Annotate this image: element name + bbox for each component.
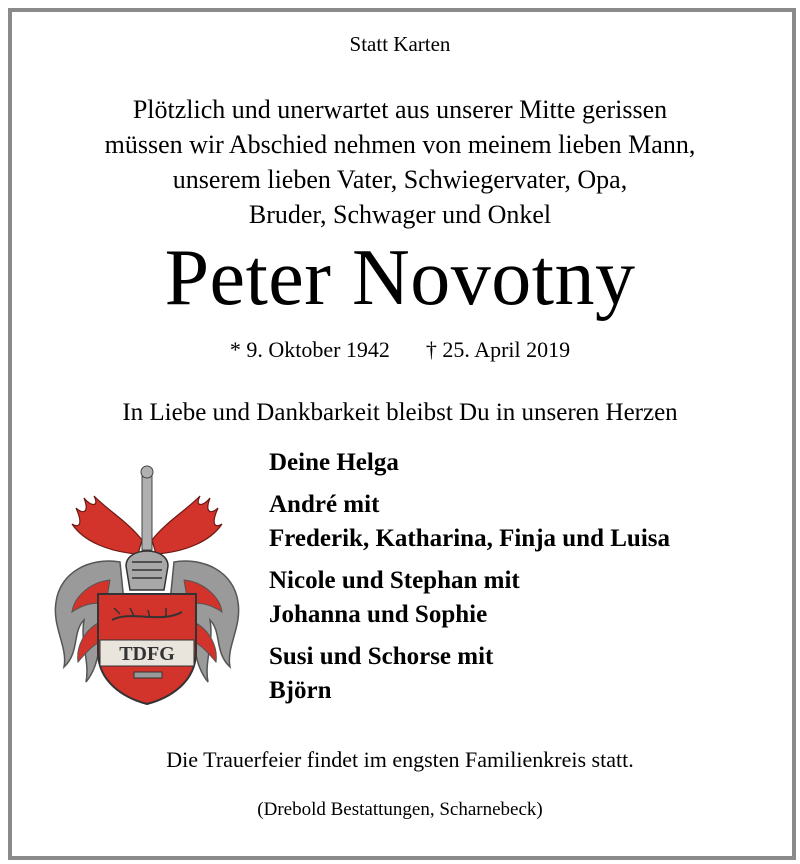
funeral-home-text: (Drebold Bestattungen, Scharnebeck) — [257, 799, 543, 820]
family-group — [269, 640, 670, 708]
header-text: Statt Karten — [349, 32, 451, 56]
life-dates — [0, 337, 800, 363]
death-date: † 25. April 2019 — [425, 337, 571, 362]
family-list — [269, 446, 670, 716]
ceremony-text: Die Trauerfeier findet im engsten Familienkreis statt. — [166, 747, 634, 772]
family-line: Frederik, Katharina, Finja und Luisa — [269, 525, 670, 552]
family-line: André mit — [269, 491, 380, 518]
family-group — [269, 446, 670, 480]
intro-text — [0, 92, 800, 232]
family-line: Nicole und Stephan mit — [269, 567, 520, 594]
family-line: Susi und Schorse mit — [269, 643, 494, 670]
family-group — [269, 488, 670, 556]
coat-of-arms-icon — [50, 462, 244, 708]
family-line: Johanna und Sophie — [269, 601, 488, 628]
family-line: Deine Helga — [269, 449, 399, 476]
intro-line: Bruder, Schwager und Onkel — [248, 200, 552, 229]
crest-letters: TDFG — [119, 643, 175, 665]
family-group — [269, 564, 670, 632]
dedication-text: In Liebe und Dankbarkeit bleibst Du in unseren Herzen — [122, 399, 678, 426]
intro-line: unserem lieben Vater, Schwiegervater, Opa, — [172, 165, 628, 194]
intro-line: müssen wir Abschied nehmen von meinem lieben Mann, — [104, 130, 696, 159]
birth-date: * 9. Oktober 1942 — [229, 337, 390, 362]
family-line: Björn — [269, 677, 332, 704]
deceased-name: Peter Novotny — [164, 234, 636, 322]
intro-line: Plötzlich und unerwartet aus unserer Mitte gerissen — [132, 95, 668, 124]
